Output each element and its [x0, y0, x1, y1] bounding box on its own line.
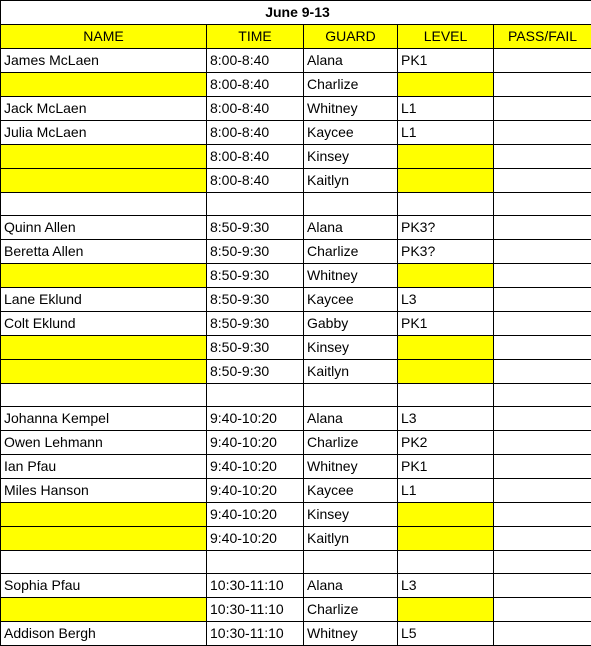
cell-level[interactable] — [398, 169, 494, 193]
cell-guard[interactable]: Kaitlyn — [304, 527, 398, 551]
cell-level[interactable]: PK1 — [398, 49, 494, 73]
cell-pass[interactable] — [494, 73, 591, 97]
cell-level[interactable] — [398, 336, 494, 360]
cell-pass[interactable] — [494, 49, 591, 73]
table-row — [1, 312, 591, 336]
cell-level[interactable]: L3 — [398, 574, 494, 598]
cell-time[interactable]: 8:00-8:40 — [207, 121, 304, 145]
cell-level[interactable] — [398, 193, 494, 216]
cell-pass[interactable] — [494, 264, 591, 288]
cell-pass[interactable] — [494, 598, 591, 622]
cell-guard[interactable] — [304, 384, 398, 407]
cell-time[interactable]: 9:40-10:20 — [207, 455, 304, 479]
cell-level[interactable] — [398, 551, 494, 574]
table-row — [1, 598, 591, 622]
cell-pass[interactable] — [494, 288, 591, 312]
header-row — [1, 25, 591, 49]
cell-name[interactable] — [1, 73, 207, 97]
cell-guard[interactable]: Charlize — [304, 240, 398, 264]
cell-pass[interactable] — [494, 336, 591, 360]
table-row — [1, 503, 591, 527]
cell-level[interactable]: L1 — [398, 97, 494, 121]
cell-guard[interactable]: Charlize — [304, 431, 398, 455]
cell-level[interactable] — [398, 264, 494, 288]
cell-guard[interactable]: Whitney — [304, 97, 398, 121]
cell-level[interactable]: L1 — [398, 121, 494, 145]
cell-name[interactable] — [1, 551, 207, 574]
cell-time[interactable]: 9:40-10:20 — [207, 407, 304, 431]
table-row — [1, 360, 591, 384]
cell-pass[interactable] — [494, 574, 591, 598]
cell-pass[interactable] — [494, 527, 591, 551]
table-row — [1, 97, 591, 121]
cell-guard[interactable] — [304, 551, 398, 574]
cell-guard[interactable]: Kinsey — [304, 336, 398, 360]
cell-guard[interactable] — [304, 193, 398, 216]
spacer-row — [1, 384, 591, 407]
cell-name[interactable]: Lane Eklund — [1, 288, 207, 312]
cell-time[interactable]: 8:00-8:40 — [207, 145, 304, 169]
cell-level[interactable]: PK1 — [398, 312, 494, 336]
table-row — [1, 73, 591, 97]
cell-pass[interactable] — [494, 503, 591, 527]
cell-level[interactable]: PK3? — [398, 240, 494, 264]
table-row — [1, 288, 591, 312]
cell-pass[interactable] — [494, 431, 591, 455]
spacer-row — [1, 551, 591, 574]
cell-level[interactable] — [398, 73, 494, 97]
table-row — [1, 574, 591, 598]
cell-level[interactable] — [398, 527, 494, 551]
table-row — [1, 622, 591, 646]
table-row — [1, 527, 591, 551]
cell-name[interactable] — [1, 384, 207, 407]
header-pass-fail[interactable]: PASS/FAIL — [494, 25, 591, 49]
cell-level[interactable] — [398, 598, 494, 622]
cell-guard[interactable]: Kaitlyn — [304, 360, 398, 384]
cell-name[interactable] — [1, 193, 207, 216]
table-row — [1, 264, 591, 288]
cell-pass[interactable] — [494, 312, 591, 336]
cell-time[interactable]: 8:50-9:30 — [207, 336, 304, 360]
cell-time[interactable]: 8:50-9:30 — [207, 312, 304, 336]
cell-guard[interactable]: Kaycee — [304, 121, 398, 145]
cell-time[interactable]: 10:30-11:10 — [207, 574, 304, 598]
cell-time[interactable]: 8:50-9:30 — [207, 216, 304, 240]
cell-pass[interactable] — [494, 240, 591, 264]
cell-pass[interactable] — [494, 216, 591, 240]
cell-time[interactable]: 8:50-9:30 — [207, 240, 304, 264]
cell-name[interactable] — [1, 264, 207, 288]
cell-guard[interactable]: Kaitlyn — [304, 169, 398, 193]
cell-time[interactable]: 9:40-10:20 — [207, 503, 304, 527]
cell-time[interactable]: 8:00-8:40 — [207, 49, 304, 73]
cell-name[interactable]: Julia McLaen — [1, 121, 207, 145]
cell-guard[interactable]: Kinsey — [304, 503, 398, 527]
header-level[interactable]: LEVEL — [398, 25, 494, 49]
table-row — [1, 145, 591, 169]
cell-time[interactable]: 8:50-9:30 — [207, 288, 304, 312]
table-row — [1, 407, 591, 431]
cell-time[interactable]: 8:00-8:40 — [207, 169, 304, 193]
cell-name[interactable]: Jack McLaen — [1, 97, 207, 121]
cell-name[interactable]: Miles Hanson — [1, 479, 207, 503]
cell-name[interactable]: Colt Eklund — [1, 312, 207, 336]
cell-guard[interactable]: Alana — [304, 49, 398, 73]
cell-time[interactable] — [207, 551, 304, 574]
cell-name[interactable] — [1, 598, 207, 622]
cell-guard[interactable]: Whitney — [304, 455, 398, 479]
table-row — [1, 431, 591, 455]
cell-guard[interactable]: Alana — [304, 216, 398, 240]
table-row — [1, 49, 591, 73]
cell-pass[interactable] — [494, 384, 591, 407]
cell-guard[interactable]: Charlize — [304, 73, 398, 97]
cell-name[interactable]: Johanna Kempel — [1, 407, 207, 431]
table-row — [1, 169, 591, 193]
table-row — [1, 216, 591, 240]
cell-guard[interactable]: Charlize — [304, 598, 398, 622]
cell-level[interactable]: PK2 — [398, 431, 494, 455]
cell-guard[interactable]: Whitney — [304, 622, 398, 646]
cell-time[interactable]: 8:50-9:30 — [207, 360, 304, 384]
cell-name[interactable]: Owen Lehmann — [1, 431, 207, 455]
cell-pass[interactable] — [494, 97, 591, 121]
cell-name[interactable]: Quinn Allen — [1, 216, 207, 240]
header-guard[interactable]: GUARD — [304, 25, 398, 49]
cell-name[interactable] — [1, 360, 207, 384]
cell-level[interactable]: L3 — [398, 407, 494, 431]
cell-level[interactable]: PK3? — [398, 216, 494, 240]
cell-name[interactable]: Ian Pfau — [1, 455, 207, 479]
spacer-row — [1, 193, 591, 216]
cell-level[interactable]: L5 — [398, 622, 494, 646]
cell-time[interactable]: 9:40-10:20 — [207, 431, 304, 455]
cell-name[interactable] — [1, 169, 207, 193]
cell-name[interactable]: James McLaen — [1, 49, 207, 73]
cell-guard[interactable]: Alana — [304, 574, 398, 598]
cell-name[interactable]: Beretta Allen — [1, 240, 207, 264]
cell-time[interactable] — [207, 193, 304, 216]
cell-guard[interactable]: Whitney — [304, 264, 398, 288]
cell-name[interactable]: Addison Bergh — [1, 622, 207, 646]
cell-time[interactable]: 10:30-11:10 — [207, 598, 304, 622]
table-row — [1, 455, 591, 479]
cell-pass[interactable] — [494, 145, 591, 169]
cell-pass[interactable] — [494, 360, 591, 384]
cell-pass[interactable] — [494, 455, 591, 479]
cell-pass[interactable] — [494, 193, 591, 216]
cell-guard[interactable]: Alana — [304, 407, 398, 431]
cell-guard[interactable]: Gabby — [304, 312, 398, 336]
cell-level[interactable] — [398, 384, 494, 407]
cell-time[interactable]: 8:50-9:30 — [207, 264, 304, 288]
cell-pass[interactable] — [494, 622, 591, 646]
cell-level[interactable] — [398, 145, 494, 169]
table-row — [1, 240, 591, 264]
cell-time[interactable]: 10:30-11:10 — [207, 622, 304, 646]
table-row — [1, 121, 591, 145]
cell-name[interactable] — [1, 503, 207, 527]
cell-time[interactable] — [207, 384, 304, 407]
cell-time[interactable]: 9:40-10:20 — [207, 479, 304, 503]
cell-name[interactable] — [1, 145, 207, 169]
cell-name[interactable] — [1, 336, 207, 360]
cell-pass[interactable] — [494, 551, 591, 574]
cell-time[interactable]: 8:00-8:40 — [207, 73, 304, 97]
cell-pass[interactable] — [494, 121, 591, 145]
header-time[interactable]: TIME — [207, 25, 304, 49]
cell-name[interactable]: Sophia Pfau — [1, 574, 207, 598]
cell-time[interactable]: 8:00-8:40 — [207, 97, 304, 121]
sheet-title[interactable]: June 9-13 — [1, 1, 591, 25]
cell-level[interactable]: L1 — [398, 479, 494, 503]
table-row — [1, 336, 591, 360]
cell-level[interactable]: L3 — [398, 288, 494, 312]
cell-guard[interactable]: Kaycee — [304, 479, 398, 503]
table-row — [1, 479, 591, 503]
cell-level[interactable]: PK1 — [398, 455, 494, 479]
header-name[interactable]: NAME — [1, 25, 207, 49]
cell-pass[interactable] — [494, 407, 591, 431]
cell-level[interactable] — [398, 503, 494, 527]
cell-pass[interactable] — [494, 479, 591, 503]
cell-time[interactable]: 9:40-10:20 — [207, 527, 304, 551]
cell-level[interactable] — [398, 360, 494, 384]
cell-pass[interactable] — [494, 169, 591, 193]
cell-name[interactable] — [1, 527, 207, 551]
cell-guard[interactable]: Kaycee — [304, 288, 398, 312]
cell-guard[interactable]: Kinsey — [304, 145, 398, 169]
